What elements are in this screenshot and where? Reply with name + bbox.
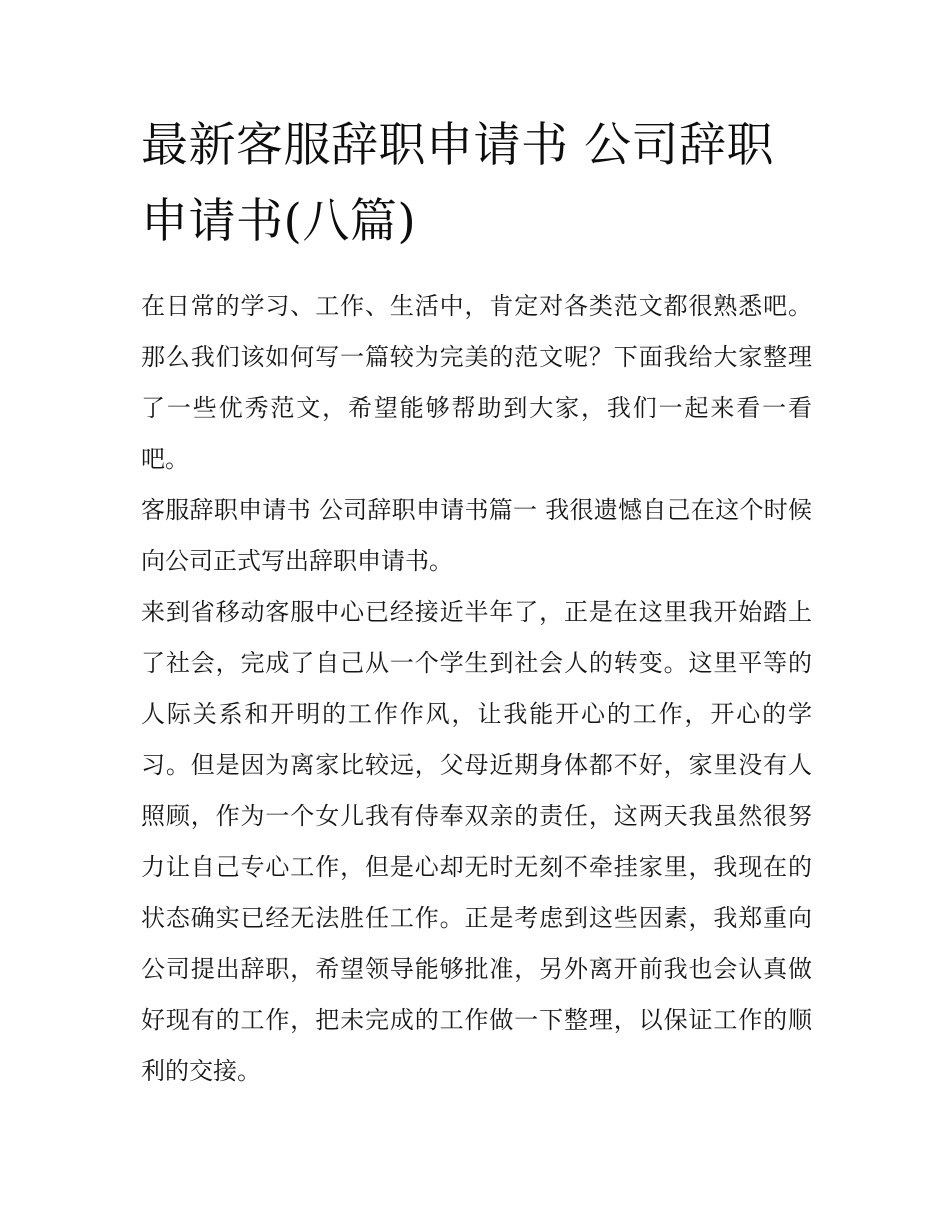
document-body bbox=[141, 281, 812, 1097]
document-title: 最新客服辞职申请书 公司辞职申请书(八篇) bbox=[141, 118, 774, 249]
paragraph-body: 来到省移动客服中心已经接近半年了，正是在这里我开始踏上了社会，完成了自己从一个学生到社会人的转变。这里平等的人际关系和开明的工作作风，让我能开心的工作，开心的学习。但是因为离家比较远，父母近期身体都不好，家里没有人照顾，作为一个女儿我有侍奉双亲的责任，这两天我虽然很努力让自己专心工作，但是心却无时无刻不牵挂家里，我现在的状态确实已经无法胜任工作。正是考虑到这些因素，我郑重向公司提出辞职，希望领导能够批准，另外离开前我也会认真做好现有的工作，把未完成的工作做一下整理，以保证工作的顺利的交接。 bbox=[141, 598, 812, 1085]
paragraph-intro: 在日常的学习、工作、生活中，肯定对各类范文都很熟悉吧。那么我们该如何写一篇较为完美的范文呢？下面我给大家整理了一些优秀范文，希望能够帮助到大家，我们一起来看一看吧。 bbox=[141, 292, 812, 473]
paragraph-heading-one: 客服辞职申请书 公司辞职申请书篇一 我很遗憾自己在这个时候向公司正式写出辞职申请书。 bbox=[141, 496, 812, 575]
